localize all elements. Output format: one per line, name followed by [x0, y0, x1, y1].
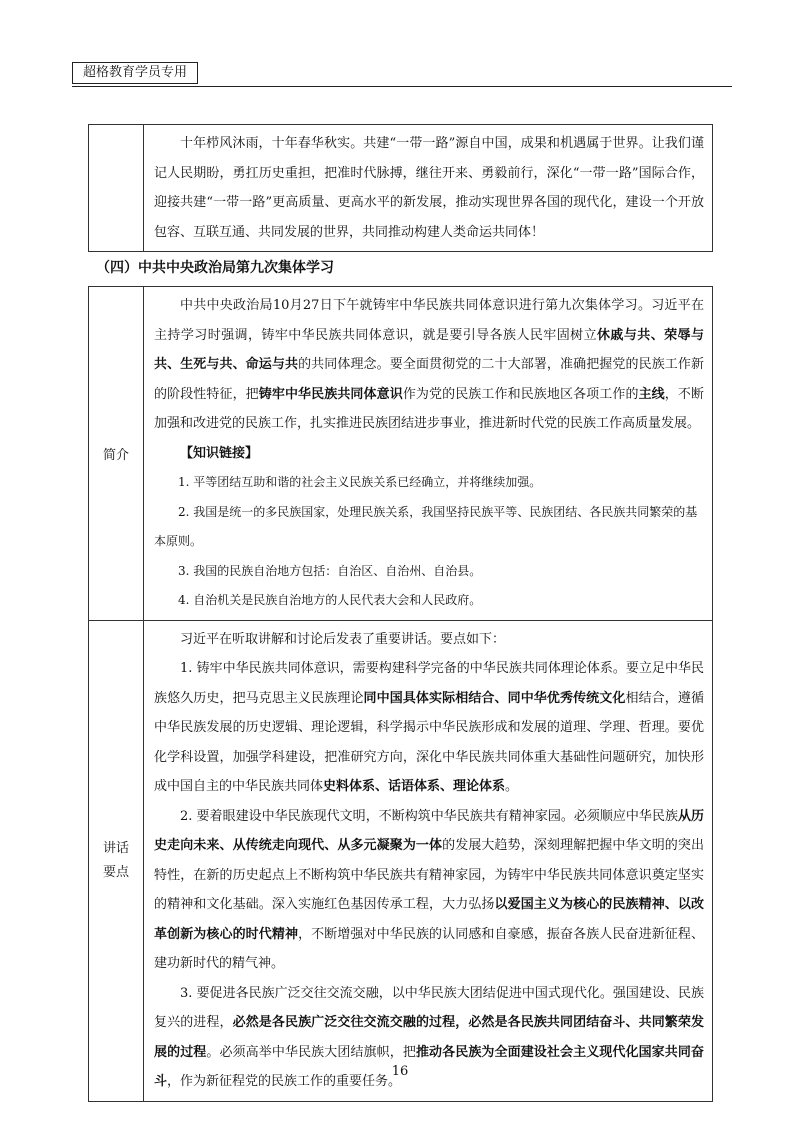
table1-right-cell	[144, 125, 713, 252]
speech-intro: 习近平在听取讲解和讨论后发表了重要讲话。要点如下：	[180, 631, 506, 647]
section-title: （四）中共中央政治局第九次集体学习	[96, 260, 334, 276]
knowledge-link-title: 【知识链接】	[180, 445, 259, 461]
speech-point-2: 2. 要着眼建设中华民族现代文明，不断构筑中华民族共有精神家园。必须顺应中华民族从历史走向未来、从传统走向现代、从多元凝聚为一体的发展大趋势，深刻理解把握中华文明的突出特性，在新的历史起点上不断构筑中华民族共有精神家园，为铸牢中华民族共同体意识奠定坚实的精神和文化基础。深入实施红色基因传承工程，大力弘扬以爱国主义为核心的民族精神、以改革创新为核心的时代精神，不断增强对中华民族的认同感和自豪感，振奋各族人民奋进新征程、建功新时代的精气神。	[154, 808, 704, 971]
intro-label: 简介	[89, 287, 144, 621]
knowledge-item: 2. 我国是统一的多民族国家，处理民族关系，我国坚持民族平等、民族团结、各民族共同繁荣的基本原则。	[154, 504, 698, 548]
belt-road-paragraph: 十年栉风沐雨，十年春华秋实。共建“一带一路”源自中国，成果和机遇属于世界。让我们谨记人民期盼，勇扛历史重担，把准时代脉搏，继往开来、勇毅前行，深化“一带一路”国际合作，迎接共建“一带一路”更高质量、更高水平的新发展，推动实现世界各国的现代化，建设一个开放包容、互联互通、共同发展的世界，共同推动构建人类命运共同体！	[154, 136, 704, 240]
page-number: 16	[391, 1064, 409, 1079]
speech-point-3: 3. 要促进各民族广泛交往交流交融，以中华民族大团结促进中国式现代化。强国建设、民族复兴的进程，必然是各民族广泛交往交流交融的过程，必然是各民族共同团结奋斗、共同繁荣发展的过程。必须高举中华民族大团结旗帜，把推动各民族为全面建设社会主义现代化国家共同奋斗，作为新征程党的民族工作的重要任务。	[154, 985, 704, 1089]
knowledge-item: 1. 平等团结互助和谐的社会主义民族关系已经确立，并将继续加强。	[178, 475, 542, 489]
knowledge-item: 4. 自治机关是民族自治地方的人民代表大会和人民政府。	[178, 593, 482, 607]
belt-road-table	[88, 124, 713, 252]
intro-cell	[144, 287, 713, 621]
table1-left-cell	[89, 125, 144, 252]
speech-cell	[144, 620, 713, 1101]
intro-paragraph: 中共中央政治局10月27日下午就铸牢中华民族共同体意识进行第九次集体学习。习近平在主持学习时强调，铸牢中华民族共同体意识，就是要引导各族人民牢固树立休戚与共、荣辱与共、生死与共、命运与共的共同体理念。要全面贯彻党的二十大部署，准确把握党的民族工作新的阶段性特征，把铸牢中华民族共同体意识作为党的民族工作和民族地区各项工作的主线，不断加强和改进党的民族工作，扎实推进民族团结进步事业，推进新时代党的民族工作高质量发展。	[154, 298, 704, 431]
speech-label: 讲话 要点	[89, 620, 144, 1101]
speech-point-1: 1. 铸牢中华民族共同体意识，需要构建科学完备的中华民族共同体理论体系。要立足中华民族悠久历史，把马克思主义民族理论同中国具体实际相结合、同中华优秀传统文化相结合，遵循中华民族发展的历史逻辑、理论逻辑，科学揭示中华民族形成和发展的道理、学理、哲理。要优化学科设置，加强学科建设，把准研究方向，深化中华民族共同体重大基础性问题研究，加快形成中国自主的中华民族共同体史料体系、话语体系、理论体系。	[154, 661, 704, 794]
knowledge-item: 3. 我国的民族自治地方包括：自治区、自治州、自治县。	[178, 563, 482, 578]
study-session-table	[88, 286, 713, 1102]
header-label: 超格教育学员专用	[72, 62, 198, 84]
header-rule	[72, 86, 732, 87]
